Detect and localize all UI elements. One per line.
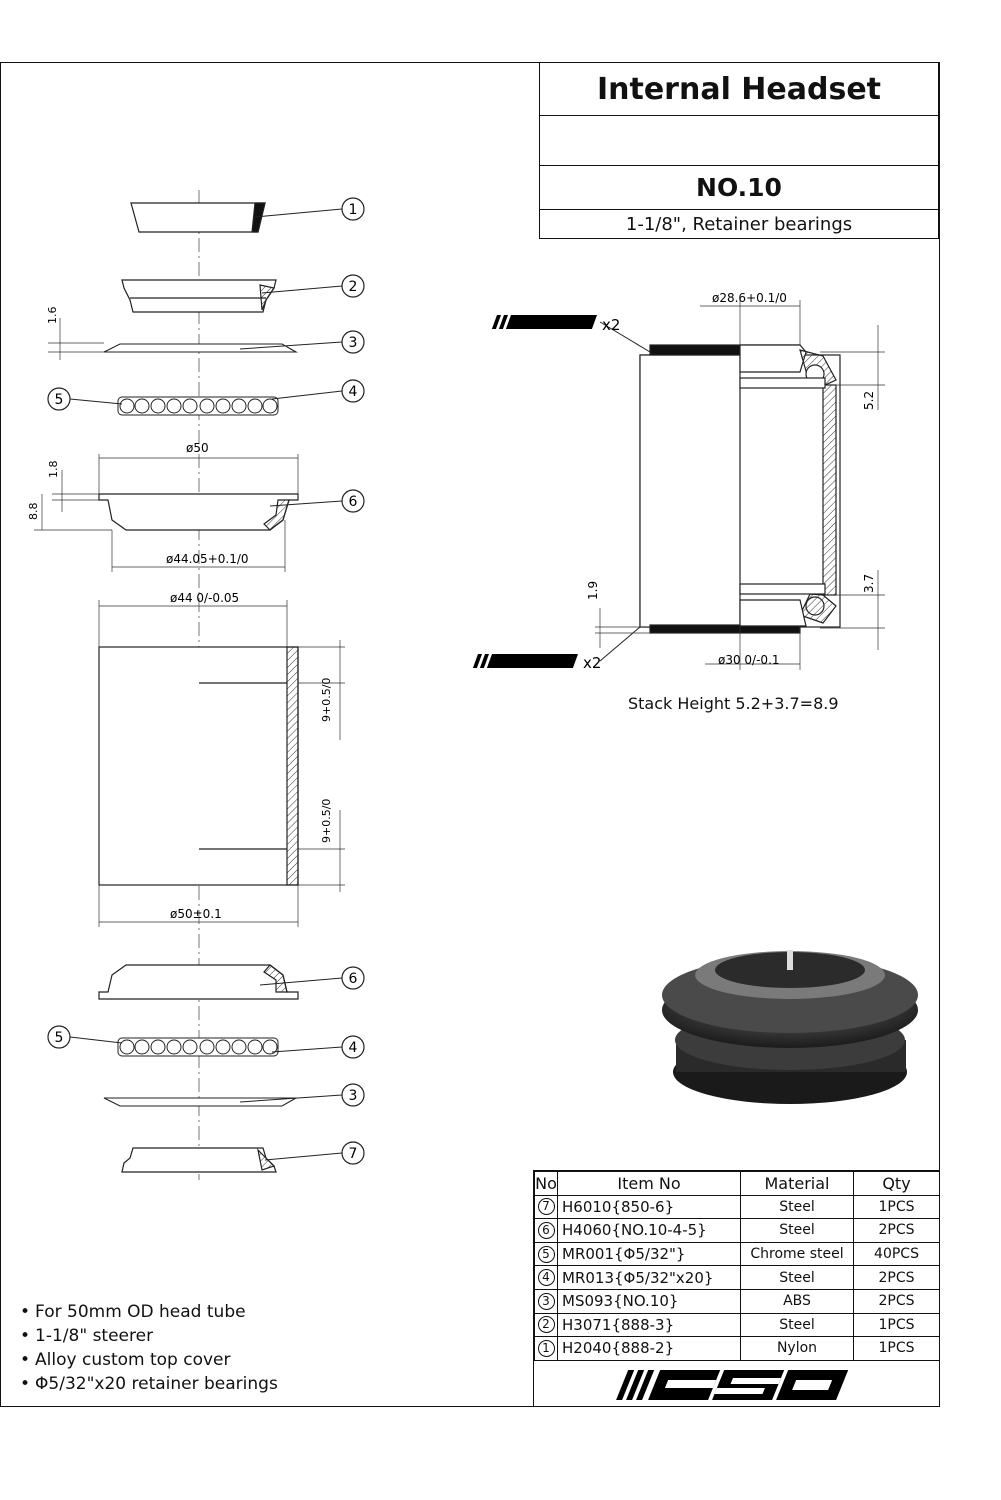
part-6-cup-lower xyxy=(99,965,298,999)
bom-no: 2 xyxy=(538,1316,555,1333)
drawing-subtitle xyxy=(540,116,938,166)
fsa-logo-bom xyxy=(615,1368,855,1402)
bom-header-no: No xyxy=(535,1172,558,1196)
bom-material: Steel xyxy=(741,1219,854,1243)
product-photo xyxy=(662,950,918,1104)
part-2-compression-ring xyxy=(122,280,276,312)
assembly-section xyxy=(640,345,840,633)
fsa-logo-bottom xyxy=(473,654,578,668)
bom-material: Nylon xyxy=(741,1337,854,1361)
callout-6-lower-label: 6 xyxy=(348,971,358,987)
dim-dia-50-tol-label: ø50±0.1 xyxy=(170,907,222,921)
brand-x2-bottom: x2 xyxy=(583,654,602,672)
dim-dia-50-label: ø50 xyxy=(186,441,209,455)
bom-no: 4 xyxy=(538,1269,555,1286)
table-row xyxy=(535,1242,940,1266)
bom-qty: 2PCS xyxy=(854,1266,940,1290)
dim-dia-44-05-label: ø44.05+0.1/0 xyxy=(166,552,249,566)
part-7-crown-race xyxy=(122,1148,276,1172)
brand-x2-top: x2 xyxy=(602,316,621,334)
bom-no: 5 xyxy=(538,1246,555,1263)
bom-no: 1 xyxy=(538,1340,555,1357)
bom-qty: 1PCS xyxy=(854,1337,940,1361)
table-row xyxy=(535,1289,940,1313)
dim-dia-28-6-label: ø28.6+0.1/0 xyxy=(712,291,787,305)
bom-item: MR013{Φ5/32"x20} xyxy=(558,1266,741,1290)
dim-3-7-label: 3.7 xyxy=(862,573,876,593)
table-row xyxy=(535,1219,940,1243)
bom-material: Steel xyxy=(741,1195,854,1219)
head-tube-section xyxy=(99,647,298,885)
bom-item: H2040{888-2} xyxy=(558,1337,741,1361)
bom-qty: 1PCS xyxy=(854,1195,940,1219)
feature-item: • Alloy custom top cover xyxy=(20,1348,278,1372)
feature-item: • Φ5/32"x20 retainer bearings xyxy=(20,1372,278,1396)
dim-1-6-label: 1.6 xyxy=(46,306,59,324)
callout-4-lower-label: 4 xyxy=(348,1040,358,1056)
dim-9-bottom-label: 9+0.5/0 xyxy=(320,798,333,843)
bom-qty: 1PCS xyxy=(854,1313,940,1337)
bom-qty: 40PCS xyxy=(854,1242,940,1266)
bom-header-material: Material xyxy=(741,1172,854,1196)
part-4-bearing-lower xyxy=(118,1038,278,1056)
callout-5-lower-label: 5 xyxy=(54,1030,64,1046)
feature-item: • 1-1/8" steerer xyxy=(20,1324,278,1348)
bom-header-item: Item No xyxy=(558,1172,741,1196)
callout-1-label: 1 xyxy=(348,202,358,218)
bom-material: ABS xyxy=(741,1289,854,1313)
bom-table xyxy=(534,1171,940,1361)
callout-5-upper-label: 5 xyxy=(54,392,64,408)
bom-qty: 2PCS xyxy=(854,1289,940,1313)
dim-dia-44-label: ø44 0/-0.05 xyxy=(170,591,240,605)
feature-item: • For 50mm OD head tube xyxy=(20,1300,278,1324)
dim-dia-30-label: ø30 0/-0.1 xyxy=(718,653,780,667)
model-spec: 1-1/8", Retainer bearings xyxy=(625,213,853,235)
table-row xyxy=(535,1195,940,1219)
callout-2-label: 2 xyxy=(348,279,358,295)
part-1-top-cover xyxy=(131,203,265,232)
bom-item: H3071{888-3} xyxy=(558,1313,741,1337)
dim-1-8-label: 1.8 xyxy=(47,460,60,478)
part-6-cup-upper xyxy=(99,494,298,530)
callout-3-upper-label: 3 xyxy=(348,335,358,351)
dim-1-9-label: 1.9 xyxy=(586,580,600,600)
bom-item: H6010{850-6} xyxy=(558,1195,741,1219)
part-3-seal-upper xyxy=(104,344,296,352)
fsa-logo-top xyxy=(492,315,597,329)
callout-4-upper-label: 4 xyxy=(348,384,358,400)
feature-list xyxy=(20,1300,278,1396)
table-row xyxy=(535,1313,940,1337)
bom-material: Chrome steel xyxy=(741,1242,854,1266)
bom-no: 6 xyxy=(538,1222,555,1239)
stack-height-note: Stack Height 5.2+3.7=8.9 xyxy=(628,694,839,713)
bom-material: Steel xyxy=(741,1266,854,1290)
title-block xyxy=(539,62,939,239)
drawing-title: Internal Headset xyxy=(540,63,938,116)
callout-6-upper-label: 6 xyxy=(348,494,358,510)
dim-8-8-label: 8.8 xyxy=(27,502,40,520)
bom-no: 3 xyxy=(538,1293,555,1310)
callout-3-lower-label: 3 xyxy=(348,1088,358,1104)
bom-item: MS093{NO.10} xyxy=(558,1289,741,1313)
bom-qty: 2PCS xyxy=(854,1219,940,1243)
part-3-seal-lower xyxy=(104,1098,296,1106)
bom-item: H4060{NO.10-4-5} xyxy=(558,1219,741,1243)
bom-no: 7 xyxy=(538,1198,555,1215)
dim-5-2-label: 5.2 xyxy=(862,390,876,410)
model-number: NO.10 xyxy=(540,166,938,210)
dim-9-top-label: 9+0.5/0 xyxy=(320,677,333,722)
table-row xyxy=(535,1337,940,1361)
bom-material: Steel xyxy=(741,1313,854,1337)
part-4-bearing-upper xyxy=(118,397,278,415)
table-row xyxy=(535,1266,940,1290)
callout-7-label: 7 xyxy=(348,1146,358,1162)
bom-item: MR001{Φ5/32"} xyxy=(558,1242,741,1266)
bom-header-qty: Qty xyxy=(854,1172,940,1196)
